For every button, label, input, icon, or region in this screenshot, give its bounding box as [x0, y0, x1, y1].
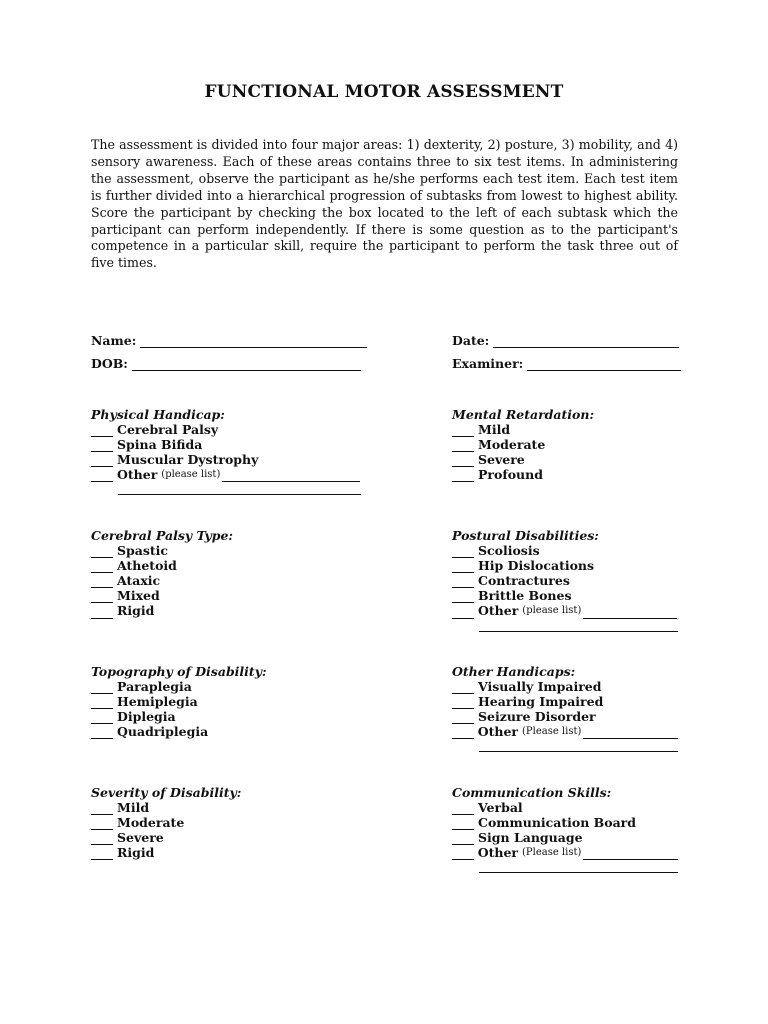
page-title: FUNCTIONAL MOTOR ASSESSMENT — [204, 82, 564, 102]
checklist-item: Severe — [452, 452, 678, 467]
check-blank[interactable] — [452, 803, 474, 815]
checklist-item: Verbal — [452, 800, 678, 815]
section-heading: Topography of Disability: — [91, 664, 267, 679]
check-blank[interactable] — [452, 591, 474, 603]
check-blank[interactable] — [91, 848, 113, 860]
other-input-line-2[interactable] — [479, 619, 678, 632]
check-blank[interactable] — [91, 455, 113, 467]
check-blank[interactable] — [91, 576, 113, 588]
section-heading: Other Handicaps: — [452, 664, 576, 679]
other-input-line[interactable] — [583, 727, 678, 739]
check-blank[interactable] — [452, 727, 474, 739]
date-label: Date: — [452, 333, 490, 348]
check-blank[interactable] — [452, 561, 474, 573]
checklist-item: Mild — [452, 422, 678, 437]
severity-section — [91, 785, 361, 860]
name-input-line[interactable] — [140, 335, 367, 348]
checklist-item: Mixed — [91, 588, 361, 603]
other-input-line[interactable] — [222, 470, 360, 482]
checklist-item: Rigid — [91, 603, 361, 618]
check-blank[interactable] — [452, 682, 474, 694]
postural-disabilities-section — [452, 528, 678, 632]
section-heading: Cerebral Palsy Type: — [91, 528, 234, 543]
checklist-item: Moderate — [91, 815, 361, 830]
check-blank[interactable] — [91, 470, 113, 482]
check-blank[interactable] — [91, 607, 113, 619]
dob-label: DOB: — [91, 356, 128, 371]
other-input-line-2[interactable] — [479, 860, 678, 873]
checklist-item: Paraplegia — [91, 679, 361, 694]
checklist-item: Brittle Bones — [452, 588, 678, 603]
section-heading: Mental Retardation: — [452, 407, 595, 422]
checklist-item: Spina Bifida — [91, 437, 361, 452]
dob-field — [91, 356, 361, 371]
communication-section — [452, 785, 678, 873]
topography-section — [91, 664, 361, 739]
check-blank[interactable] — [452, 576, 474, 588]
section-heading: Severity of Disability: — [91, 785, 242, 800]
check-blank[interactable] — [91, 697, 113, 709]
checklist-item: Hearing Impaired — [452, 694, 678, 709]
checklist-item: Mild — [91, 800, 361, 815]
check-blank[interactable] — [91, 712, 113, 724]
check-blank[interactable] — [91, 425, 113, 437]
checklist-item: Spastic — [91, 543, 361, 558]
check-blank[interactable] — [91, 833, 113, 845]
checklist-item: Diplegia — [91, 709, 361, 724]
checklist-item: Cerebral Palsy — [91, 422, 361, 437]
check-blank[interactable] — [91, 818, 113, 830]
intro-paragraph: The assessment is divided into four major areas: 1) dexterity, 2) posture, 3) mobility, and 4) sensory awareness. Each of these areas contains three to six test items. In administering the assessment, observe the participant as he/she performs each test item. Each test item is further divided into a hierarchical progression of subtasks from lowest to highest ability. Score the participant by checking the box located to the left of each subtask which the participant can perform independently. If there is some question as to the participant's competence in a particular skill, require the participant to perform the task three out of five times. — [91, 137, 678, 271]
check-blank[interactable] — [91, 546, 113, 558]
checklist-item: Hip Dislocations — [452, 558, 678, 573]
examiner-input-line[interactable] — [527, 358, 681, 371]
checklist-item: Scoliosis — [452, 543, 678, 558]
physical-handicap-section — [91, 407, 361, 495]
check-blank[interactable] — [452, 455, 474, 467]
checklist-item-other: Other (please list) — [452, 603, 678, 618]
checklist-item-other: Other (Please list) — [452, 845, 678, 860]
check-blank[interactable] — [91, 561, 113, 573]
name-label: Name: — [91, 333, 137, 348]
check-blank[interactable] — [452, 607, 474, 619]
check-blank[interactable] — [91, 803, 113, 815]
check-blank[interactable] — [452, 697, 474, 709]
date-field — [452, 333, 679, 348]
date-input-line[interactable] — [493, 335, 679, 348]
checklist-item: Severe — [91, 830, 361, 845]
name-field — [91, 333, 367, 348]
check-blank[interactable] — [452, 712, 474, 724]
check-blank[interactable] — [91, 727, 113, 739]
other-input-line[interactable] — [583, 848, 678, 860]
dob-input-line[interactable] — [132, 358, 361, 371]
check-blank[interactable] — [452, 848, 474, 860]
checklist-item: Athetoid — [91, 558, 361, 573]
check-blank[interactable] — [91, 682, 113, 694]
check-blank[interactable] — [91, 440, 113, 452]
check-blank[interactable] — [452, 546, 474, 558]
checklist-item: Visually Impaired — [452, 679, 678, 694]
section-heading: Postural Disabilities: — [452, 528, 599, 543]
check-blank[interactable] — [452, 833, 474, 845]
other-input-line-2[interactable] — [118, 482, 361, 495]
checklist-item: Quadriplegia — [91, 724, 361, 739]
checklist-item: Contractures — [452, 573, 678, 588]
other-handicaps-section — [452, 664, 678, 752]
checklist-item-other: Other (Please list) — [452, 724, 678, 739]
checklist-item: Muscular Dystrophy — [91, 452, 361, 467]
checklist-item: Profound — [452, 467, 678, 482]
examiner-field — [452, 356, 681, 371]
check-blank[interactable] — [452, 470, 474, 482]
other-input-line-2[interactable] — [479, 739, 678, 752]
checklist-item: Communication Board — [452, 815, 678, 830]
section-heading: Physical Handicap: — [91, 407, 225, 422]
checklist-item-other: Other (please list) — [91, 467, 361, 482]
checklist-item: Moderate — [452, 437, 678, 452]
checklist-item: Hemiplegia — [91, 694, 361, 709]
checklist-item: Ataxic — [91, 573, 361, 588]
section-heading: Communication Skills: — [452, 785, 612, 800]
checklist-item: Rigid — [91, 845, 361, 860]
checklist-item: Sign Language — [452, 830, 678, 845]
other-input-line[interactable] — [583, 607, 677, 619]
check-blank[interactable] — [452, 818, 474, 830]
check-blank[interactable] — [452, 425, 474, 437]
check-blank[interactable] — [452, 440, 474, 452]
check-blank[interactable] — [91, 591, 113, 603]
cerebral-palsy-type-section — [91, 528, 361, 619]
checklist-item: Seizure Disorder — [452, 709, 678, 724]
examiner-label: Examiner: — [452, 356, 524, 371]
mental-retardation-section — [452, 407, 678, 482]
